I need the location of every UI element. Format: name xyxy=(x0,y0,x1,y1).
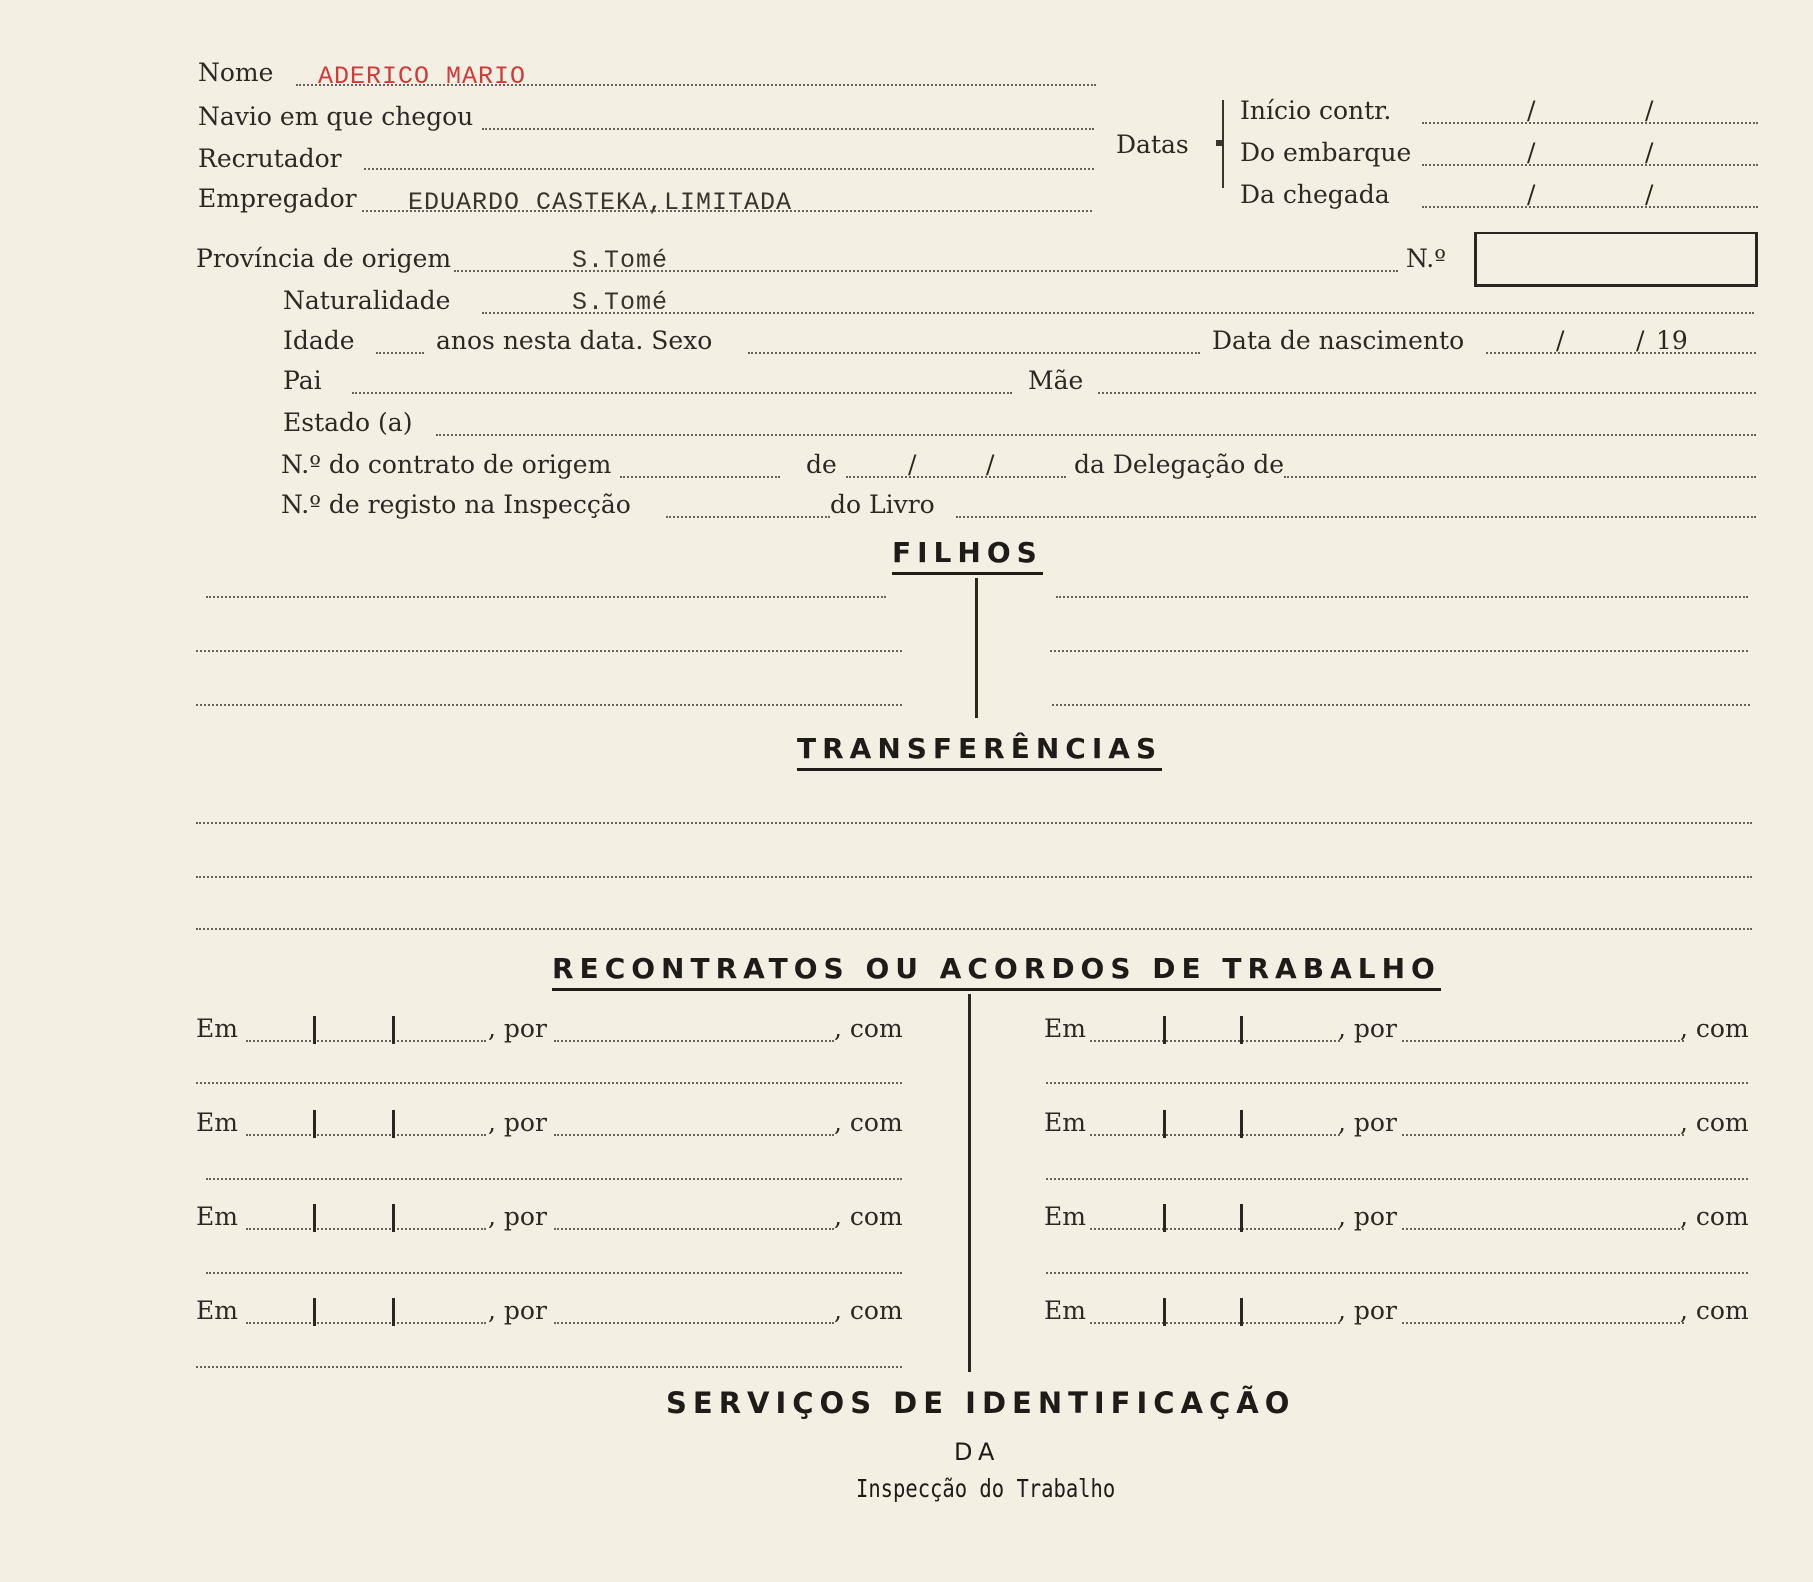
date-separator xyxy=(313,1204,316,1232)
contrato-slash-1: / xyxy=(908,450,917,479)
date-separator xyxy=(392,1204,395,1232)
inicio-slash-2: / xyxy=(1645,96,1654,125)
chegada-line xyxy=(1422,206,1758,208)
recontratos-divider xyxy=(968,994,971,1372)
por-label: , por xyxy=(488,1108,547,1137)
provincia-value: S.Tomé xyxy=(572,246,669,275)
estado-line xyxy=(436,434,1756,436)
idade-label: Idade xyxy=(283,326,355,355)
recontratos-heading: RECONTRATOS OU ACORDOS DE TRABALHO xyxy=(552,952,1441,991)
em-label: Em xyxy=(1044,1296,1086,1325)
delegacao-line xyxy=(1284,476,1756,478)
filhos-left-line-1 xyxy=(206,596,886,598)
registo-line xyxy=(666,516,830,518)
recrutador-line xyxy=(364,168,1094,170)
com-line xyxy=(196,1082,902,1084)
filhos-divider xyxy=(975,578,978,718)
em-date-line xyxy=(1090,1322,1340,1324)
com-line xyxy=(206,1272,902,1274)
pai-line xyxy=(352,392,1012,394)
em-date-line xyxy=(246,1040,486,1042)
nascimento-slash-1: / xyxy=(1556,326,1565,355)
com-line xyxy=(196,1366,902,1368)
registo-label: N.º de registo na Inspecção xyxy=(281,490,631,519)
estado-label: Estado (a) xyxy=(283,408,413,437)
date-separator xyxy=(1240,1110,1243,1138)
date-separator xyxy=(1163,1298,1166,1326)
date-separator xyxy=(313,1016,316,1044)
por-line xyxy=(554,1228,834,1230)
com-line xyxy=(1046,1178,1748,1180)
em-label: Em xyxy=(1044,1202,1086,1231)
em-date-line xyxy=(1090,1134,1340,1136)
pai-label: Pai xyxy=(283,366,322,395)
contrato-line xyxy=(620,476,780,478)
naturalidade-line xyxy=(482,312,1754,314)
date-separator xyxy=(313,1298,316,1326)
em-date-line xyxy=(1090,1228,1340,1230)
datas-brace xyxy=(1222,100,1224,188)
nascimento-line xyxy=(1486,352,1756,354)
navio-label: Navio em que chegou xyxy=(198,102,474,131)
embarque-label: Do embarque xyxy=(1240,138,1412,167)
nome-value: ADERICO MARIO xyxy=(318,62,527,91)
date-separator xyxy=(392,1016,395,1044)
por-line xyxy=(1402,1040,1684,1042)
em-label: Em xyxy=(196,1202,238,1231)
date-separator xyxy=(313,1110,316,1138)
filhos-right-line-3 xyxy=(1052,704,1750,706)
em-label: Em xyxy=(196,1296,238,1325)
naturalidade-value: S.Tomé xyxy=(572,288,669,317)
por-line xyxy=(1402,1134,1684,1136)
recrutador-label: Recrutador xyxy=(198,144,342,173)
mae-label: Mãe xyxy=(1028,366,1084,395)
livro-label: do Livro xyxy=(830,490,935,519)
por-line xyxy=(1402,1322,1684,1324)
transferencias-line-2 xyxy=(196,876,1752,878)
filhos-right-line-2 xyxy=(1050,650,1748,652)
em-label: Em xyxy=(1044,1014,1086,1043)
date-separator xyxy=(1163,1016,1166,1044)
com-label: , com xyxy=(834,1296,903,1325)
idade-line xyxy=(376,352,424,354)
transferencias-heading: TRANSFERÊNCIAS xyxy=(797,732,1162,771)
livro-line xyxy=(956,516,1756,518)
por-label: , por xyxy=(1338,1108,1397,1137)
por-label: , por xyxy=(1338,1202,1397,1231)
anos-sexo-label: anos nesta data. Sexo xyxy=(436,326,713,355)
nascimento-year-prefix: 19 xyxy=(1656,326,1688,355)
delegacao-label: da Delegação de xyxy=(1074,450,1285,479)
embarque-slash-2: / xyxy=(1645,138,1654,167)
transferencias-line-3 xyxy=(196,928,1752,930)
chegada-label: Da chegada xyxy=(1240,180,1390,209)
contrato-date-line xyxy=(846,476,1066,478)
nome-label: Nome xyxy=(198,58,274,87)
provincia-label: Província de origem xyxy=(196,244,452,273)
date-separator xyxy=(1163,1110,1166,1138)
por-label: , por xyxy=(488,1202,547,1231)
por-label: , por xyxy=(488,1014,547,1043)
footer-subtitle: Inspecção do Trabalho xyxy=(856,1474,1116,1503)
footer-title: SERVIÇOS DE IDENTIFICAÇÃO xyxy=(666,1386,1296,1420)
nascimento-label: Data de nascimento xyxy=(1212,326,1465,355)
date-separator xyxy=(392,1110,395,1138)
contrato-label: N.º do contrato de origem xyxy=(281,450,612,479)
por-label: , por xyxy=(1338,1014,1397,1043)
em-date-line xyxy=(246,1322,486,1324)
date-separator xyxy=(392,1298,395,1326)
por-line xyxy=(554,1040,834,1042)
chegada-slash-1: / xyxy=(1527,180,1536,209)
empregador-value: EDUARDO CASTEKA,LIMITADA xyxy=(408,188,793,217)
por-label: , por xyxy=(488,1296,547,1325)
inicio-line xyxy=(1422,122,1758,124)
com-label: , com xyxy=(834,1108,903,1137)
date-separator xyxy=(1240,1204,1243,1232)
sexo-line xyxy=(748,352,1200,354)
naturalidade-label: Naturalidade xyxy=(283,286,451,315)
filhos-heading: FILHOS xyxy=(892,536,1043,575)
filhos-right-line-1 xyxy=(1056,596,1748,598)
em-label: Em xyxy=(1044,1108,1086,1137)
com-line xyxy=(1046,1272,1748,1274)
datas-brace-tip xyxy=(1216,140,1222,146)
transferencias-line-1 xyxy=(196,822,1752,824)
com-line xyxy=(206,1178,902,1180)
em-date-line xyxy=(246,1228,486,1230)
chegada-slash-2: / xyxy=(1645,180,1654,209)
embarque-line xyxy=(1422,164,1758,166)
numero-label: N.º xyxy=(1406,244,1446,273)
com-label: , com xyxy=(1680,1202,1749,1231)
date-separator xyxy=(1240,1016,1243,1044)
mae-line xyxy=(1098,392,1756,394)
com-label: , com xyxy=(1680,1108,1749,1137)
inicio-slash-1: / xyxy=(1527,96,1536,125)
com-line xyxy=(1046,1082,1748,1084)
empregador-label: Empregador xyxy=(198,184,357,213)
numero-box[interactable] xyxy=(1474,232,1758,287)
footer-da: DA xyxy=(954,1438,1001,1466)
por-label: , por xyxy=(1338,1296,1397,1325)
datas-label: Datas xyxy=(1116,130,1189,159)
por-line xyxy=(1402,1228,1684,1230)
por-line xyxy=(554,1322,834,1324)
date-separator xyxy=(1163,1204,1166,1232)
com-label: , com xyxy=(834,1014,903,1043)
date-separator xyxy=(1240,1298,1243,1326)
por-line xyxy=(554,1134,834,1136)
em-date-line xyxy=(1090,1040,1340,1042)
nascimento-slash-2: / xyxy=(1636,326,1645,355)
contrato-slash-2: / xyxy=(986,450,995,479)
em-label: Em xyxy=(196,1014,238,1043)
inicio-label: Início contr. xyxy=(1240,96,1392,125)
com-label: , com xyxy=(834,1202,903,1231)
embarque-slash-1: / xyxy=(1527,138,1536,167)
com-label: , com xyxy=(1680,1296,1749,1325)
em-date-line xyxy=(246,1134,486,1136)
filhos-left-line-3 xyxy=(196,704,902,706)
com-label: , com xyxy=(1680,1014,1749,1043)
em-label: Em xyxy=(196,1108,238,1137)
contrato-de-label: de xyxy=(806,450,837,479)
navio-line xyxy=(482,128,1094,130)
filhos-left-line-2 xyxy=(196,650,902,652)
